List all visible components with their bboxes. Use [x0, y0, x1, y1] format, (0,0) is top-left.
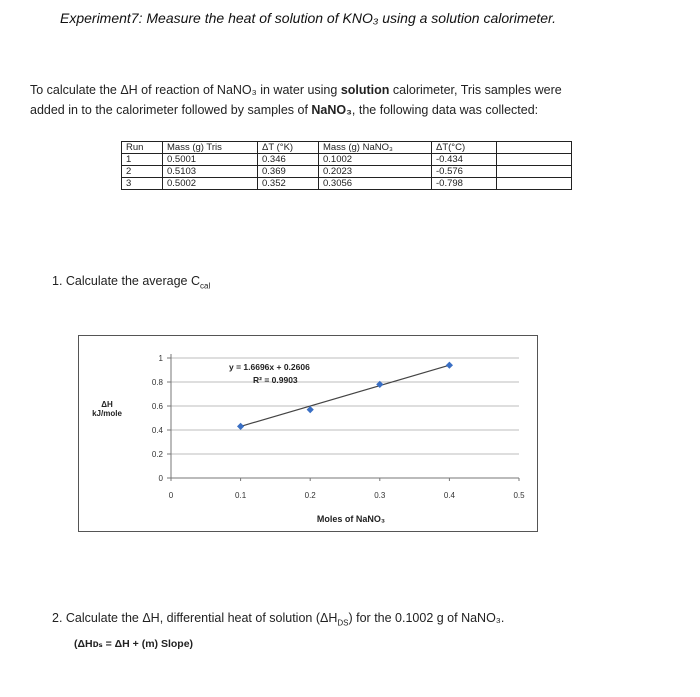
- intro-text-4: , the following data was collected:: [351, 103, 539, 117]
- cell-run: 1: [122, 154, 163, 166]
- scatter-chart: [79, 336, 537, 531]
- y-tick-label: 0.2: [151, 450, 163, 459]
- cell-run: 3: [122, 178, 163, 190]
- cell-mass-tris: 0.5001: [163, 154, 258, 166]
- cell-empty: [497, 178, 572, 190]
- chart-frame: [78, 335, 538, 532]
- question-2: [52, 611, 672, 628]
- cell-empty: [497, 154, 572, 166]
- question-2-text-2: ) for the 0.1002 g of NaNO₃.: [348, 611, 505, 625]
- cell-mass-tris: 0.5002: [163, 178, 258, 190]
- intro-bold-solution: solution: [340, 83, 390, 97]
- cell-delta-t-c: -0.434: [432, 154, 497, 166]
- cell-delta-t-k: 0.352: [258, 178, 319, 190]
- x-tick-label: 0.1: [235, 491, 247, 500]
- x-tick-label: 0.5: [513, 491, 525, 500]
- intro-text-1: To calculate the ΔH of reaction of NaNO₃ in water using: [30, 83, 341, 97]
- table-header-row: [122, 142, 572, 154]
- formula: (ΔHᴅₛ = ΔH + (m) Slope): [74, 638, 194, 650]
- cell-mass-nano3: 0.2023: [319, 166, 432, 178]
- cell-delta-t-k: 0.346: [258, 154, 319, 166]
- cell-delta-t-c: -0.576: [432, 166, 497, 178]
- cell-mass-nano3: 0.1002: [319, 154, 432, 166]
- intro-bold-nano3: NaNO₃: [311, 103, 352, 117]
- y-tick-label: 0.8: [151, 378, 163, 387]
- cell-run: 2: [122, 166, 163, 178]
- x-axis-label: Moles of NaNO₃: [316, 514, 386, 524]
- intro-text-3: added in to the calorimeter followed by samples of: [30, 103, 312, 117]
- y-axis-label-line1: ΔH: [101, 400, 113, 409]
- x-tick-label: 0.3: [374, 491, 386, 500]
- data-point: [237, 423, 244, 430]
- trendline-r-squared: R² = 0.9903: [253, 375, 298, 385]
- data-point: [446, 362, 453, 369]
- table-row: [122, 166, 572, 178]
- y-tick-label: 1: [158, 354, 163, 363]
- cell-delta-t-c: -0.798: [432, 178, 497, 190]
- intro-text-2: calorimeter, Tris samples were: [389, 83, 562, 97]
- question-1-sub: cal: [200, 281, 211, 291]
- table-row: [122, 178, 572, 190]
- cell-delta-t-k: 0.369: [258, 166, 319, 178]
- x-tick-label: 0.2: [304, 491, 316, 500]
- question-1-text: 1. Calculate the average C: [52, 274, 201, 288]
- header-delta-t-k: ΔT (°K): [258, 142, 319, 154]
- header-mass-tris: Mass (g) Tris: [163, 142, 258, 154]
- header-run: Run: [122, 142, 163, 154]
- x-tick-label: 0.4: [443, 491, 455, 500]
- header-delta-t-c: ΔT(°C): [432, 142, 497, 154]
- y-tick-label: 0.4: [151, 426, 163, 435]
- data-table: [121, 141, 572, 190]
- header-empty: [497, 142, 572, 154]
- y-tick-label: 0: [158, 474, 163, 483]
- question-2-text: 2. Calculate the ΔH, differential heat of solution (ΔH: [52, 611, 338, 625]
- table-row: [122, 154, 572, 166]
- experiment-title: Experiment7: Measure the heat of solution of KNO₃ using a solution calorimeter.: [60, 10, 557, 26]
- y-axis-label-line2: kJ/mole: [92, 409, 122, 418]
- header-mass-nano3: Mass (g) NaNO₃: [319, 142, 432, 154]
- y-tick-label: 0.6: [151, 402, 163, 411]
- cell-mass-nano3: 0.3056: [319, 178, 432, 190]
- intro-paragraph: [30, 80, 670, 120]
- question-2-sub: DS: [337, 618, 349, 628]
- x-tick-label: 0: [168, 491, 174, 500]
- trendline-equation: y = 1.6696x + 0.2606: [229, 362, 310, 372]
- question-1: [52, 274, 210, 291]
- cell-mass-tris: 0.5103: [163, 166, 258, 178]
- cell-empty: [497, 166, 572, 178]
